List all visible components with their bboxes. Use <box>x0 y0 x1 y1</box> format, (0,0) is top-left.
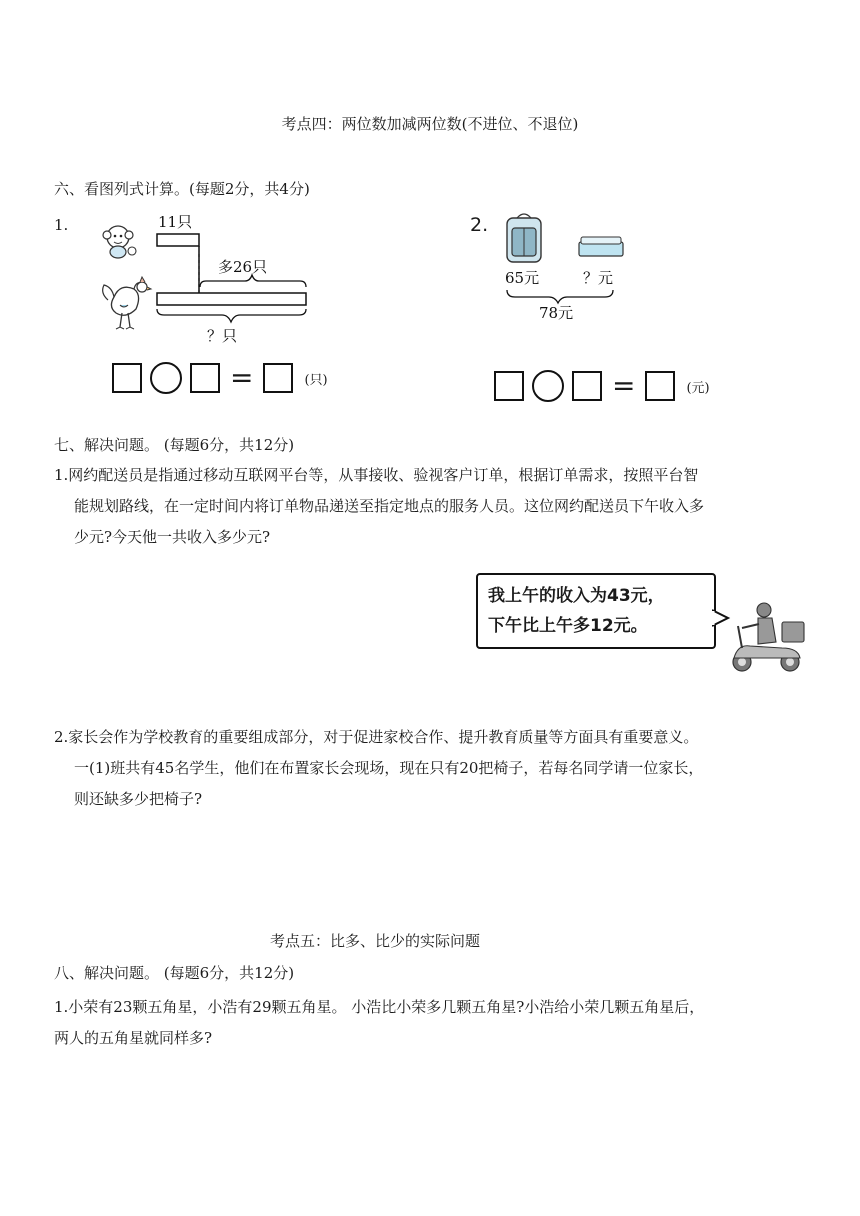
total-label: ？只 <box>207 327 238 345</box>
answer-box[interactable] <box>572 371 602 401</box>
text-line: 1.小荣有23颗五角星，小浩有29颗五角星。 小浩比小荣多几颗五角星?小浩给小荣几颗五角星后， <box>54 998 705 1016</box>
s7-q2-text <box>54 722 844 815</box>
answer-box[interactable] <box>494 371 524 401</box>
scooter-icon <box>733 603 804 671</box>
answer-box[interactable] <box>263 363 293 393</box>
speech-line: 下午比上午多12元。 <box>488 616 648 636</box>
monkey-bar <box>157 234 199 246</box>
s6-q2-number: 2. <box>470 214 489 236</box>
text-line: 两人的五角星就同样多? <box>54 1029 213 1047</box>
equals-sign: = <box>230 361 254 394</box>
bag-price-label: 65元 <box>505 269 540 287</box>
kaodian4-title: 考点四：两位数加减两位数(不进位、不退位) <box>281 115 579 133</box>
text-line: 一(1)班共有45名学生，他们在布置家长会现场，现在只有20把椅子，若每名同学请一位家长， <box>74 759 704 777</box>
section7-heading: 七、解决问题。 (每题6分，共12分) <box>54 436 295 454</box>
text-line: 2.家长会作为学校教育的重要组成部分，对于促进家校合作、提升教育质量等方面具有重要意义。 <box>54 728 699 746</box>
answer-box[interactable] <box>645 371 675 401</box>
case-price-label: ？元 <box>583 269 614 287</box>
kaodian5-title: 考点五：比多、比少的实际问题 <box>270 932 481 950</box>
section6-heading: 六、看图列式计算。(每题2分，共4分) <box>54 180 310 198</box>
s8-q1-text <box>54 992 844 1054</box>
answer-box[interactable] <box>112 363 142 393</box>
speech-bubble <box>476 573 716 649</box>
pencil-case-icon <box>579 237 623 256</box>
rooster-icon <box>103 277 151 329</box>
section8-heading: 八、解决问题。 (每题6分，共12分) <box>54 964 295 982</box>
difference-brace <box>200 275 306 287</box>
backpack-icon <box>507 214 541 262</box>
text-line: 1.网约配送员是指通过移动互联网平台等，从事接收、验视客户订单，根据订单需求，按照平台智 <box>54 466 699 484</box>
monkey-rooster-diagram <box>90 205 350 355</box>
total-brace <box>157 309 306 322</box>
delivery-courier-illustration <box>712 600 812 676</box>
text-line: 少元?今天他一共收入多少元? <box>74 528 271 546</box>
s6-q1-formula <box>112 362 328 394</box>
equals-sign: = <box>612 369 636 402</box>
total-brace <box>507 290 613 303</box>
s6-q2-formula <box>494 370 710 402</box>
unit-label: (元) <box>686 380 710 396</box>
monkey-icon <box>103 226 136 258</box>
total-price-label: 78元 <box>539 304 574 322</box>
speech-line: 我上午的收入为43元， <box>488 586 665 606</box>
answer-box[interactable] <box>190 363 220 393</box>
bag-pencilcase-diagram <box>495 212 635 324</box>
s7-q1-text <box>54 460 844 553</box>
s6-q1-number: 1. <box>54 216 69 234</box>
operator-circle[interactable] <box>532 370 564 402</box>
monkey-count-label: 11只 <box>158 213 193 231</box>
text-line: 能规划路线，在一定时间内将订单物品递送至指定地点的服务人员。这位网约配送员下午收入多 <box>74 497 705 515</box>
text-line: 则还缺多少把椅子? <box>74 790 203 808</box>
operator-circle[interactable] <box>150 362 182 394</box>
rooster-bar <box>157 293 306 305</box>
unit-label: (只) <box>304 372 328 388</box>
difference-label: 多26只 <box>218 258 268 276</box>
